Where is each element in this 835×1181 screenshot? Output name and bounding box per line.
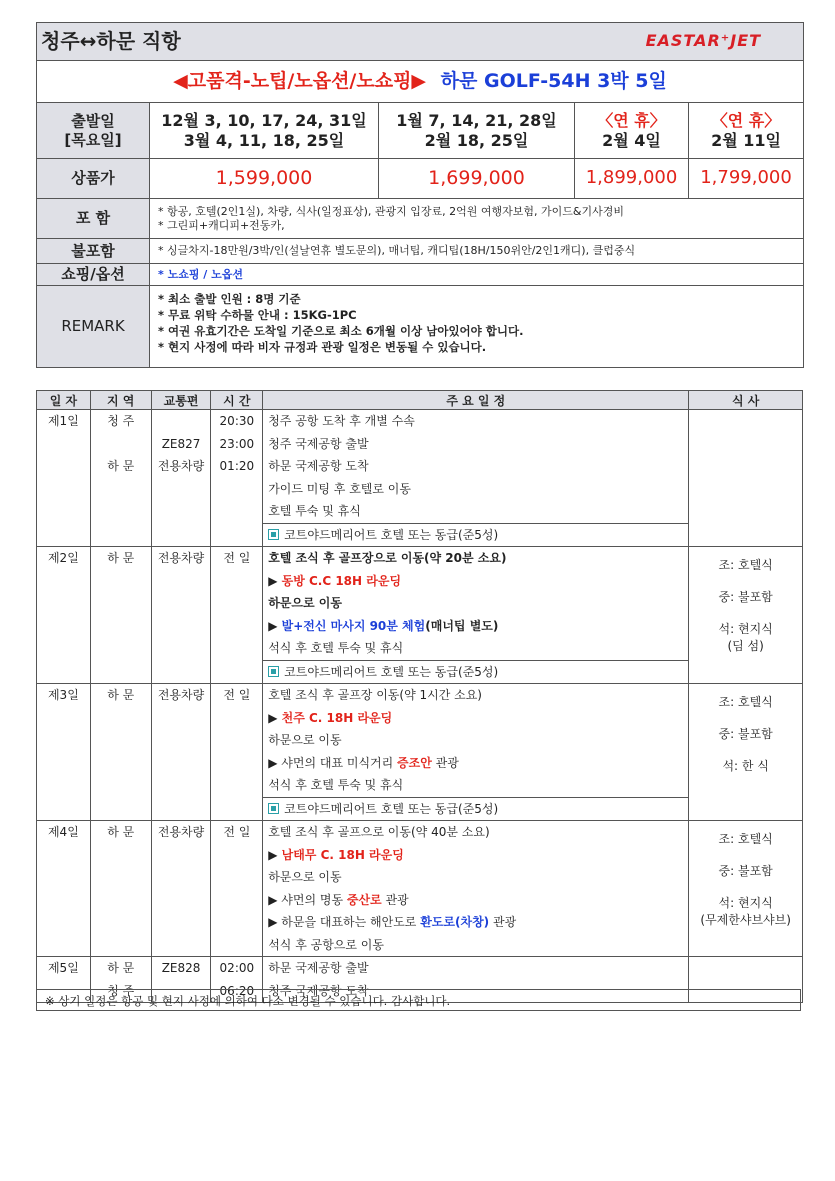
departure-dates-1	[150, 103, 379, 159]
itinerary-day-row	[37, 684, 803, 821]
schedule-line: 호텔 조식 후 골프으로 이동(약 40분 소요)	[268, 825, 490, 839]
day-label: 제3일	[47, 688, 79, 702]
excluded-label: 불포함	[37, 239, 150, 264]
column-header: 교통편	[151, 391, 211, 410]
excluded-text: * 싱글차지-18만원/3박/인(설날연휴 별도문의), 매너팁, 캐디팁(18H/150위안/2인1캐디), 클럽중식	[150, 239, 804, 264]
departure-date-line: 3월 4, 11, 18, 25일	[183, 130, 345, 150]
day-label: 제1일	[47, 414, 79, 428]
schedule-line: 하문으로 이동	[268, 596, 342, 610]
schedule-cell	[263, 821, 689, 957]
time-label: 23:00	[219, 436, 255, 451]
time-label: 전 일	[223, 688, 251, 702]
transport-label: 전용차량	[157, 688, 205, 702]
departure-dates-2	[379, 103, 575, 159]
column-header: 일 자	[37, 391, 91, 410]
airline-logo: EASTAR⁺JET	[645, 31, 762, 50]
meal-line: 조: 호텔식	[718, 832, 773, 846]
meal-line: 조: 호텔식	[718, 695, 773, 709]
price-value: 1,599,000	[150, 159, 379, 199]
footer-note: ※ 상기 일정은 항공 및 현지 사정에 의하여 다소 변경될 수 있습니다. 감사합니다.	[36, 989, 801, 1011]
schedule-cell	[263, 547, 689, 684]
column-header: 주 요 일 정	[263, 391, 689, 410]
departure-date-line: 2월 11일	[711, 130, 781, 150]
schedule-line: 하문으로 이동	[268, 733, 342, 747]
meal-line: 조: 호텔식	[718, 558, 773, 572]
day-label: 제5일	[47, 961, 79, 975]
departure-date-line: 2월 4일	[602, 130, 661, 150]
departure-label: 출발일	[71, 111, 115, 130]
holiday-label: 〈연 휴〉	[597, 110, 666, 130]
included-label: 포 함	[37, 199, 150, 239]
meal-cell	[689, 684, 803, 821]
shopping-label: 쇼핑/옵션	[37, 264, 150, 286]
hotel-name: 코트야드메리어트 호텔 또는 동급(준5성)	[284, 664, 499, 679]
remark-line: * 현지 사정에 따라 비자 규정과 관광 일정은 변동될 수 있습니다.	[158, 340, 487, 355]
itinerary-day-row	[37, 410, 803, 547]
hotel-icon	[268, 529, 279, 540]
hotel-icon	[268, 666, 279, 677]
schedule-line: 석식 후 공항으로 이동	[268, 937, 384, 952]
time-cell	[211, 410, 263, 547]
column-header: 시 간	[211, 391, 263, 410]
product-tags: ◀고품격-노팁/노옵션/노쇼핑▶	[173, 69, 427, 92]
time-label: 전 일	[223, 825, 251, 839]
time-label: 전 일	[223, 551, 251, 565]
included-line: * 항공, 호텔(2인1실), 차량, 식사(일정표상), 관광지 입장료, 2억원 여행자보험, 가이드&기사경비	[158, 204, 624, 218]
column-header: 식 사	[689, 391, 803, 410]
schedule-line: ▶ 발+전신 마사지 90분 체험(매너팁 별도)	[268, 618, 499, 633]
departure-label-cell	[37, 103, 150, 159]
transport-label: 전용차량	[157, 825, 205, 839]
meal-line: (무제한샤브샤브)	[700, 912, 791, 927]
meal-line: 중: 불포함	[718, 727, 773, 742]
meal-line: 중: 불포함	[718, 864, 773, 879]
region-label: 하 문	[107, 459, 135, 473]
schedule-line: 청주 국제공항 도착	[268, 983, 369, 998]
remark-line: * 무료 위탁 수하물 안내 : 15KG-1PC	[158, 308, 357, 323]
departure-date-line: 1월 7, 14, 21, 28일	[396, 110, 557, 130]
departure-date-line: 2월 18, 25일	[424, 130, 529, 150]
meal-cell	[689, 821, 803, 957]
trip-summary-table	[36, 22, 804, 368]
price-label: 상품가	[37, 159, 150, 199]
meal-line: 석: 현지식	[718, 622, 773, 637]
price-value: 1,899,000	[575, 159, 689, 199]
itinerary-table	[36, 390, 803, 1003]
region-label: 청 주	[107, 414, 135, 428]
meal-cell	[689, 410, 803, 547]
hotel-name: 코트야드메리어트 호텔 또는 동급(준5성)	[284, 527, 499, 542]
included-cell	[150, 199, 804, 239]
schedule-cell	[263, 684, 689, 821]
hotel-line	[263, 523, 688, 547]
time-label: 02:00	[219, 961, 255, 975]
schedule-line: ▶ 남태무 C. 18H 라운딩	[268, 847, 404, 862]
hotel-icon	[268, 803, 279, 814]
remark-line: * 여권 유효기간은 도착일 기준으로 최소 6개월 이상 남아있어야 합니다.	[158, 324, 524, 339]
product-name: 하문 GOLF-54H 3박 5일	[440, 69, 667, 92]
holiday-label: 〈연 휴〉	[711, 110, 781, 130]
hotel-name: 코트야드메리어트 호텔 또는 동급(준5성)	[284, 801, 499, 816]
transport-label: 전용차량	[157, 459, 205, 473]
flight-label: ZE827	[161, 436, 201, 451]
day-cell	[37, 410, 91, 547]
included-line: * 그린피+캐디피+전동카,	[158, 218, 285, 232]
region-label: 하 문	[107, 961, 135, 975]
meal-line: 중: 불포함	[718, 590, 773, 605]
transport-cell	[151, 410, 211, 547]
schedule-line: 청주 공항 도착 후 개별 수속	[268, 414, 415, 428]
schedule-line: 호텔 조식 후 골프장 이동(약 1시간 소요)	[268, 688, 482, 702]
remark-label: REMARK	[37, 286, 150, 368]
departure-date-line: 12월 3, 10, 17, 24, 31일	[161, 110, 367, 130]
schedule-line: ▶ 하문을 대표하는 해안도로 환도로(차창) 관광	[268, 915, 517, 929]
schedule-line: ▶ 샤먼의 명동 중산로 관광	[268, 892, 409, 907]
itinerary-header-row	[37, 391, 803, 410]
schedule-line: ▶ 천주 C. 18H 라운딩	[268, 710, 393, 725]
route-title: 청주↔하문 직항	[41, 29, 181, 53]
transport-label: 전용차량	[157, 551, 205, 565]
time-label: 06:20	[219, 983, 255, 998]
departure-dates-3	[575, 103, 689, 159]
price-value: 1,699,000	[379, 159, 575, 199]
region-cell	[90, 410, 151, 547]
schedule-line: 하문 국제공항 도착	[268, 459, 369, 473]
meal-cell	[689, 547, 803, 684]
region-label: 청 주	[107, 983, 135, 998]
schedule-line: 호텔 조식 후 골프장으로 이동(약 20분 소요)	[268, 551, 507, 565]
day-label: 제2일	[47, 551, 79, 565]
schedule-line: 하문으로 이동	[268, 870, 342, 884]
shopping-text: * 노쇼핑 / 노옵션	[150, 264, 804, 286]
schedule-line: 석식 후 호텔 투숙 및 휴식	[268, 641, 404, 655]
departure-sublabel: [목요일]	[64, 130, 122, 149]
schedule-line: 하문 국제공항 출발	[268, 961, 369, 975]
schedule-line: 가이드 미팅 후 호텔로 이동	[268, 481, 411, 496]
schedule-line: 청주 국제공항 출발	[268, 436, 369, 451]
itinerary-day-row	[37, 821, 803, 957]
time-label: 20:30	[219, 414, 255, 428]
hotel-line	[263, 660, 688, 684]
title-row	[37, 23, 804, 61]
meal-line: 석: 한 식	[722, 759, 769, 774]
schedule-line: 석식 후 호텔 투숙 및 휴식	[268, 778, 404, 792]
flight-label: ZE828	[161, 961, 201, 975]
column-header: 지 역	[90, 391, 151, 410]
schedule-line: ▶ 샤먼의 대표 미식거리 증조안 관광	[268, 755, 459, 770]
schedule-line: 호텔 투숙 및 휴식	[268, 504, 361, 518]
price-value: 1,799,000	[689, 159, 804, 199]
meal-line: 석: 현지식	[718, 896, 773, 911]
region-label: 하 문	[107, 688, 135, 702]
product-title	[37, 61, 804, 103]
day-label: 제4일	[47, 825, 79, 839]
region-label: 하 문	[107, 551, 135, 565]
hotel-line	[263, 797, 688, 821]
region-label: 하 문	[107, 825, 135, 839]
meal-line: (딤 섬)	[727, 638, 764, 653]
time-label: 01:20	[219, 459, 255, 473]
schedule-line: ▶ 동방 C.C 18H 라운딩	[268, 573, 402, 588]
schedule-cell	[263, 410, 689, 547]
remark-cell	[150, 286, 804, 368]
departure-dates-4	[689, 103, 804, 159]
itinerary-day-row	[37, 547, 803, 684]
remark-line: * 최소 출발 인원 : 8명 기준	[158, 292, 301, 306]
